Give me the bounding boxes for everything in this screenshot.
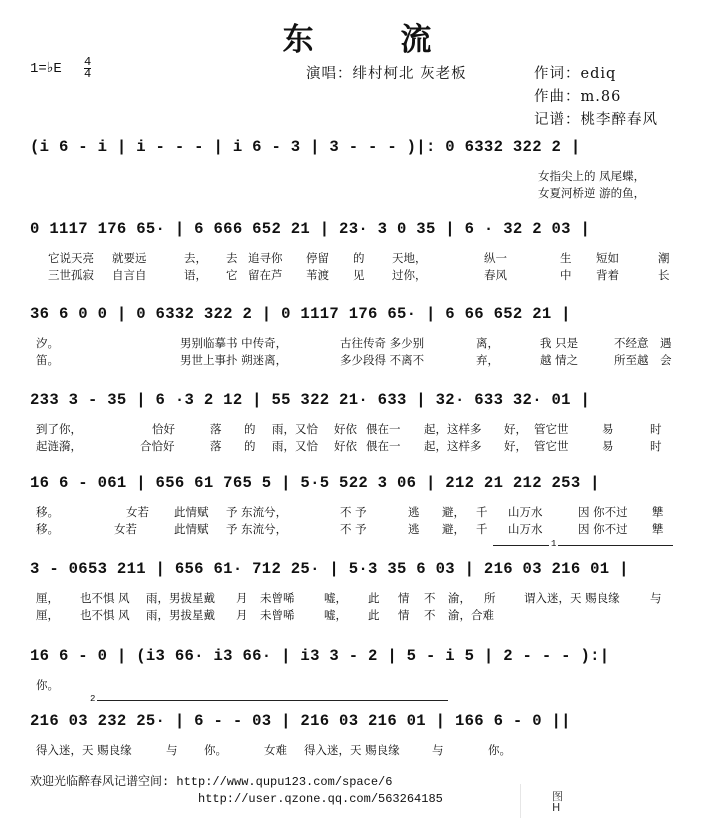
lyric-segment: 避， — [442, 522, 465, 536]
lyric-segment: 此情赋 — [174, 505, 209, 519]
lyric-segment: 生 — [560, 251, 572, 265]
watermark-char: 图 — [552, 790, 563, 803]
lyric-segment: 雨，又恰 — [272, 439, 318, 453]
lyric-segment: 易 — [602, 439, 614, 453]
lyric-segment: 好， — [504, 422, 527, 436]
lyric-segment: 所至越 — [614, 353, 649, 367]
lyric-segment: 此情赋 — [174, 522, 209, 536]
meter-bottom: 4 — [84, 67, 92, 81]
lyric-segment: 苇渡 — [306, 268, 329, 282]
lyric-line — [36, 352, 698, 368]
lyric-segment: 偎在一 — [366, 422, 401, 436]
notation-line: 16 6 - 0 | (i3 66· i3 66· | i3 3 - 2 | 5 - i 5 | 2 - - - ):| — [30, 647, 610, 665]
lyric-segment: 也不惧 风 — [80, 591, 130, 605]
singers-credit: 演唱：绯村柯北 灰老板 — [306, 66, 467, 82]
lyricist-credit: 作词：ediq — [534, 66, 617, 82]
lyric-segment: 管它世 — [534, 439, 569, 453]
lyric-segment: 古往传奇 多少别 — [340, 336, 425, 350]
first-ending-bracket — [493, 539, 673, 549]
lyric-segment: 好依 — [334, 422, 357, 436]
lyric-segment: 合恰好 — [140, 439, 175, 453]
lyric-segment: 易 — [602, 422, 614, 436]
lyric-segment: 它 — [226, 268, 238, 282]
lyric-segment: 男别临摹书 中传奇， — [180, 336, 288, 350]
notation-line: 216 03 232 25· | 6 - - 03 | 216 03 216 01 | 166 6 - 0 || — [30, 712, 571, 730]
lyric-segment: 得入迷，天 赐良缘 — [36, 743, 132, 757]
watermark-sub: H — [552, 801, 561, 814]
lyric-segment: 与 — [166, 743, 178, 757]
lyric-segment: 予 东流兮， — [226, 505, 288, 519]
first-ending-number: 1 — [551, 539, 557, 549]
lyric-segment: 厘， — [36, 591, 59, 605]
lyric-segment: 它说天亮 — [48, 251, 94, 265]
lyric-segment: 月 — [236, 591, 248, 605]
lyric-segment: 女若 — [126, 505, 149, 519]
lyric-segment: 不经意 — [614, 336, 649, 350]
lyric-line — [36, 590, 698, 606]
lyric-segment: 逃 — [408, 522, 420, 536]
lyric-segment: 得入迷，天 赐良缘 — [304, 743, 400, 757]
lyric-segment: 多少段得 不离不 — [340, 353, 425, 367]
lyric-segment: 你。 — [36, 678, 59, 692]
lyric-segment: 去， — [184, 251, 207, 265]
song-title: 东 流 — [282, 22, 470, 58]
lyric-line — [36, 335, 698, 351]
lyric-segment: 犨 — [652, 522, 664, 536]
lyric-segment: 未曾唏 — [260, 608, 295, 622]
time-signature — [84, 57, 91, 80]
lyric-segment: 离， — [476, 336, 499, 350]
lyric-segment: 的 — [244, 439, 256, 453]
lyric-segment: 背着 — [596, 268, 619, 282]
lyric-segment: 弃， — [476, 353, 499, 367]
lyric-line — [36, 421, 698, 437]
lyric-segment: 短如 — [596, 251, 619, 265]
lyric-segment: 起，这样多 — [424, 422, 482, 436]
lyric-segment: 的 — [244, 422, 256, 436]
lyric-segment: 厘， — [36, 608, 59, 622]
lyric-segment: 雨，男拔星戴 — [146, 591, 215, 605]
lyric-segment: 去 — [226, 251, 238, 265]
lyric-segment: 时 — [650, 422, 662, 436]
lyric-segment: 因 你不过 — [578, 505, 628, 519]
lyric-segment: 男世上事扑 朔迷离， — [180, 353, 288, 367]
lyric-segment: 不 予 — [340, 522, 367, 536]
composer-credit: 作曲：m.86 — [534, 89, 622, 105]
lyric-line — [36, 504, 698, 520]
lyric-segment: 此 — [368, 591, 380, 605]
lyric-segment: 谓入迷，天 赐良缘 — [524, 591, 620, 605]
lyric-segment: 起，这样多 — [424, 439, 482, 453]
lyric-segment: 雨，男拔星戴 — [146, 608, 215, 622]
lyric-line — [36, 677, 698, 693]
lyric-segment: 语， — [184, 268, 207, 282]
lyric-segment: 落 — [210, 439, 222, 453]
lyric-segment: 见 — [353, 268, 365, 282]
lyric-segment: 管它世 — [534, 422, 569, 436]
lyric-segment: 留在芦 — [248, 268, 283, 282]
lyric-segment: 予 东流兮， — [226, 522, 288, 536]
lyric-segment: 就要远 — [112, 251, 147, 265]
lyric-segment: 女若 — [114, 522, 137, 536]
lyric-segment: 逃 — [408, 505, 420, 519]
lyric-segment: 恰好 — [152, 422, 175, 436]
lyric-segment: 女指尖上的 凤尾蝶， — [538, 169, 646, 183]
second-ending-bracket — [88, 694, 448, 704]
lyric-segment: 此 — [368, 608, 380, 622]
lyric-segment: 停留 — [306, 251, 329, 265]
lyric-segment: 也不惧 风 — [80, 608, 130, 622]
lyric-segment: 潮 — [658, 251, 670, 265]
lyric-segment: 千 — [476, 522, 488, 536]
lyric-segment: 我 只是 — [540, 336, 579, 350]
lyric-segment: 过你， — [392, 268, 427, 282]
lyric-line — [36, 607, 698, 623]
lyric-segment: 情 — [398, 608, 410, 622]
watermark-glyph — [552, 791, 563, 813]
lyric-segment: 你。 — [204, 743, 227, 757]
lyric-segment: 偎在一 — [366, 439, 401, 453]
notation-line: 36 6 0 0 | 0 6332 322 2 | 0 1117 176 65· | 6 66 652 21 | — [30, 305, 571, 323]
lyric-segment: 渝， — [448, 591, 471, 605]
lyric-line — [48, 168, 698, 184]
lyric-segment: 雨，又恰 — [272, 422, 318, 436]
lyric-segment: 山万水 — [508, 505, 543, 519]
transcriber-credit: 记谱：桃李醉春风 — [534, 112, 658, 128]
lyric-segment: 移。 — [36, 522, 59, 536]
lyric-line — [48, 250, 698, 266]
lyric-segment: 不 — [424, 608, 436, 622]
lyric-segment: 自言自 — [112, 268, 147, 282]
lyric-segment: 遇 — [660, 336, 672, 350]
notation-line: 233 3 - 35 | 6 ·3 2 12 | 55 322 21· 633 | 32· 633 32· 01 | — [30, 391, 591, 409]
lyric-segment: 千 — [476, 505, 488, 519]
lyric-segment: 你。 — [488, 743, 511, 757]
lyric-line — [36, 438, 698, 454]
lyric-segment: 落 — [210, 422, 222, 436]
notation-line: 16 6 - 061 | 656 61 765 5 | 5·5 522 3 06 | 212 21 212 253 | — [30, 474, 600, 492]
lyric-segment: 因 你不过 — [578, 522, 628, 536]
notation-line: 0 1117 176 65· | 6 666 652 21 | 23· 3 0 35 | 6 · 32 2 03 | — [30, 220, 591, 238]
footer-line-1: 欢迎光临醉春风记谱空间: http://www.qupu123.com/space/6 — [30, 775, 393, 789]
lyric-segment: 好， — [504, 439, 527, 453]
lyric-segment: 所 — [484, 591, 496, 605]
lyric-segment: 天地， — [392, 251, 427, 265]
lyric-segment: 会 — [660, 353, 672, 367]
lyric-segment: 未曾唏 — [260, 591, 295, 605]
lyric-segment: 不 予 — [340, 505, 367, 519]
lyric-segment: 不 — [424, 591, 436, 605]
lyric-segment: 女难 — [264, 743, 287, 757]
lyric-segment: 渝，合难 — [448, 608, 494, 622]
lyric-segment: 三世孤寂 — [48, 268, 94, 282]
lyric-segment: 犨 — [652, 505, 664, 519]
key-signature: 1=♭E — [30, 61, 62, 77]
lyric-segment: 女夏河桥逆 游的鱼， — [538, 186, 646, 200]
lyric-segment: 嘘， — [324, 608, 347, 622]
lyric-segment: 好依 — [334, 439, 357, 453]
watermark-box — [520, 784, 714, 818]
lyric-segment: 嘘， — [324, 591, 347, 605]
lyric-line — [48, 185, 698, 201]
lyric-segment: 山万水 — [508, 522, 543, 536]
lyric-segment: 情 — [398, 591, 410, 605]
lyric-segment: 笛。 — [36, 353, 59, 367]
lyric-segment: 中 — [560, 268, 572, 282]
lyric-segment: 的 — [353, 251, 365, 265]
footer-line-2: http://user.qzone.qq.com/563264185 — [198, 792, 443, 806]
lyric-line — [36, 742, 698, 758]
lyric-segment: 越 情之 — [540, 353, 579, 367]
notation-line: 3 - 0653 211 | 656 61· 712 25· | 5·3 35 6 03 | 216 03 216 01 | — [30, 560, 629, 578]
notation-line: (i 6 - i | i - - - | i 6 - 3 | 3 - - - )|: 0 6332 322 2 | — [30, 138, 581, 156]
meter-top: 4 — [84, 55, 92, 69]
lyric-segment: 时 — [650, 439, 662, 453]
lyric-segment: 到了你， — [36, 422, 82, 436]
lyric-segment: 月 — [236, 608, 248, 622]
lyric-segment: 避， — [442, 505, 465, 519]
lyric-segment: 春风 — [484, 268, 507, 282]
lyric-segment: 汐。 — [36, 336, 59, 350]
lyric-segment: 追寻你 — [248, 251, 283, 265]
second-ending-number: 2 — [90, 694, 96, 704]
lyric-segment: 长 — [658, 268, 670, 282]
lyric-segment: 与 — [650, 591, 662, 605]
lyric-segment: 移。 — [36, 505, 59, 519]
lyric-segment: 与 — [432, 743, 444, 757]
lyric-segment: 纵一 — [484, 251, 507, 265]
lyric-segment: 起涟漪， — [36, 439, 82, 453]
lyric-line — [36, 521, 698, 537]
lyric-line — [48, 267, 698, 283]
